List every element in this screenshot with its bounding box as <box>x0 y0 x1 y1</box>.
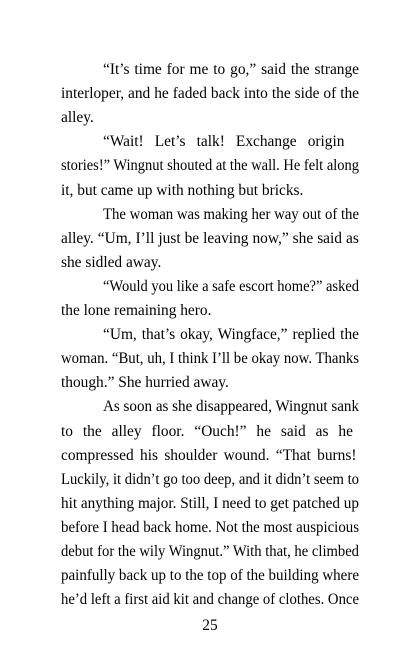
text-line: “It’s time for me to go,” said the strange <box>103 61 359 78</box>
page-number: 25 <box>202 617 218 634</box>
text-line: woman. “But, uh, I think I’ll be okay now. Thanks <box>61 350 359 368</box>
text-line: before I head back home. Not the most auspicious <box>61 518 359 536</box>
text-line: it, but came up with nothing but bricks. <box>61 181 304 199</box>
text-line: As soon as she disappeared, Wingnut sank <box>103 398 359 416</box>
text-line: The woman was making her way out of the <box>103 205 359 223</box>
text-line: hit anything major. Still, I need to get patched up <box>61 494 359 512</box>
text-line: she sidled away. <box>61 253 162 271</box>
text-line: compressed his shoulder wound. “That burns! <box>61 446 357 464</box>
text-line: to the alley floor. “Ouch!” he said as he <box>61 422 353 440</box>
text-line: he’d left a first aid kit and change of clothes. Once <box>61 591 359 609</box>
text-line: “Wait! Let’s talk! Exchange origin <box>103 133 345 151</box>
text-line: painfully back up to the top of the building where <box>61 567 359 585</box>
text-line: interloper, and he faded back into the side of the <box>61 85 359 103</box>
text-line: alley. <box>61 109 94 127</box>
text-line: though.” She hurried away. <box>61 374 229 392</box>
text-line: “Um, that’s okay, Wingface,” replied the <box>103 326 359 344</box>
text-line: stories!” Wingnut shouted at the wall. He felt along <box>61 157 359 175</box>
text-line: debut for the wily Wingnut.” With that, he climbed <box>61 543 359 560</box>
text-line: “Would you like a safe escort home?” asked <box>103 277 359 295</box>
text-line: the lone remaining hero. <box>61 302 212 319</box>
text-line: Luckily, it didn’t go too deep, and it didn’t seem to <box>61 470 359 488</box>
text-line: alley. “Um, I’ll just be leaving now,” she said as <box>61 229 359 247</box>
